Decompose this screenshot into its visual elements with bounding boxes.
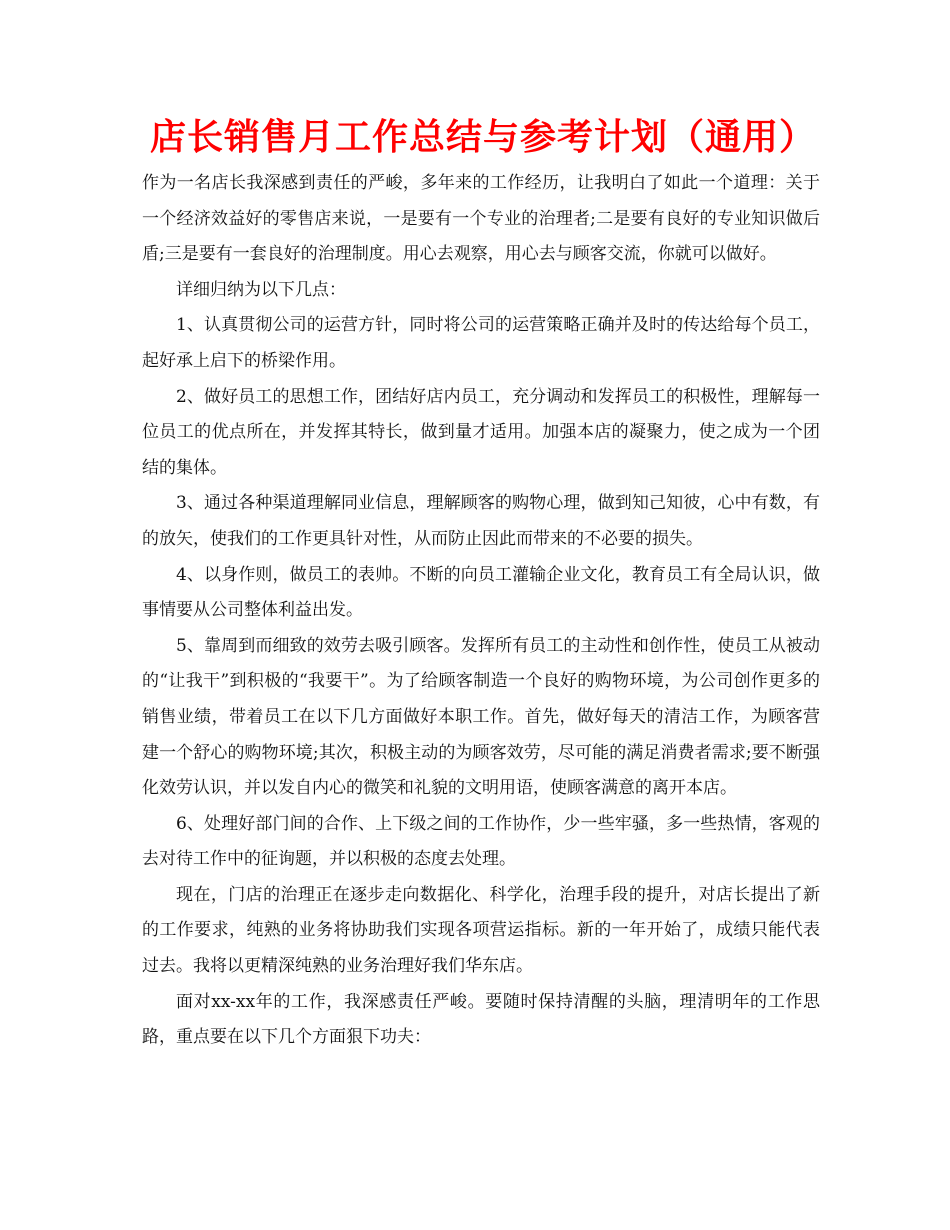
paragraph-point-6: 6、处理好部门间的合作、上下级之间的工作协作，少一些牢骚，多一些热情，客观的去对待工作中的征询题，并以积极的态度去处理。: [142, 813, 820, 870]
paragraph-next-year: 面对xx-xx年的工作，我深感责任严峻。要随时保持清醒的头脑，理清明年的工作思路，重点要在以下几个方面狠下功夫：: [142, 991, 820, 1048]
paragraph-point-4: 4、以身作则，做员工的表帅。不断的向员工灌输企业文化，教育员工有全局认识，做事情要从公司整体利益出发。: [142, 564, 820, 621]
paragraph-point-3: 3、通过各种渠道理解同业信息，理解顾客的购物心理，做到知己知彼，心中有数，有的放矢，使我们的工作更具针对性，从而防止因此而带来的不必要的损失。: [142, 493, 820, 549]
paragraph-intro: 作为一名店长我深感到责任的严峻，多年来的工作经历，让我明白了如此一个道理：关于一个经济效益好的零售店来说，一是要有一个专业的治理者;二是要有良好的专业知识做后盾;三是要有一套良好的治理制度。用心去观察，用心去与顾客交流，你就可以做好。: [142, 173, 820, 265]
paragraph-current-status: 现在，门店的治理正在逐步走向数据化、科学化，治理手段的提升，对店长提出了新的工作要求，纯熟的业务将协助我们实现各项营运指标。新的一年开始了，成绩只能代表过去。我将以更精深纯熟的业务治理好我们华东店。: [142, 884, 820, 977]
paragraph-summary-heading: 详细归纳为以下几点：: [176, 279, 346, 300]
document-title: 店长销售月工作总结与参考计划（通用）: [150, 117, 817, 158]
document-body: [142, 166, 820, 1056]
paragraph-point-2: 2、做好员工的思想工作，团结好店内员工，充分调动和发挥员工的积极性，理解每一位员工的优点所在，并发挥其特长，做到量才适用。加强本店的凝聚力，使之成为一个团结的集体。: [142, 386, 820, 478]
paragraph-point-5: 5、靠周到而细致的效劳去吸引顾客。发挥所有员工的主动性和创作性，使员工从被动的“让我干”到积极的“我要干”。为了给顾客制造一个良好的购物环境，为公司创作更多的销售业绩，带着员工在以下几方面做好本职工作。首先，做好每天的清洁工作，为顾客营建一个舒心的购物环境;其次，积极主动的为顾客效劳，尽可能的满足消费者需求;要不断强化效劳认识，并以发自内心的微笑和礼貌的文明用语，使顾客满意的离开本店。: [142, 635, 820, 799]
paragraph-point-1: 1、认真贯彻公司的运营方针，同时将公司的运营策略正确并及时的传达给每个员工，起好承上启下的桥梁作用。: [142, 315, 820, 371]
